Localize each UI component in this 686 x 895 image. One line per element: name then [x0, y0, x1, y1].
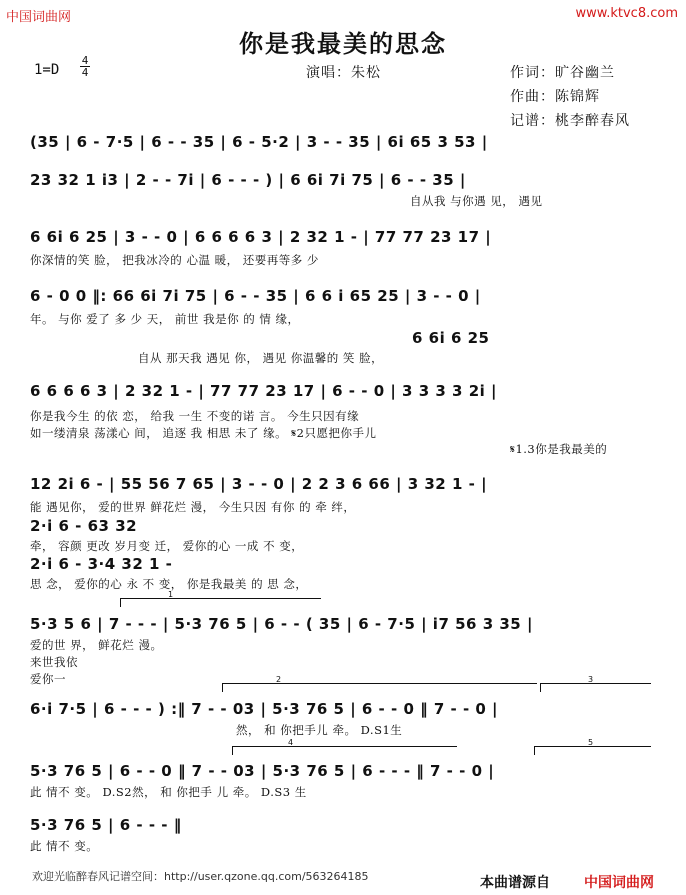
lyric-row-6-alt1: 牵， 容颜 更改 岁月变 迁， 爱你的心 一成 不 变， — [30, 539, 304, 553]
volta-bracket-3 — [540, 683, 651, 692]
footer-source: 本曲谱源自 — [480, 875, 550, 891]
time-signature — [80, 55, 90, 78]
volta-label-3: 3 — [588, 675, 594, 684]
score-row-10: 5·3 76 5 | 6 - - - ‖ — [30, 816, 182, 834]
score-row-4-alt: 6 6i 6 25 — [412, 329, 490, 347]
time-sig-bottom: 4 — [81, 66, 89, 79]
score-row-4: 6 - 0 0 ‖: 66 6i 7i 75 | 6 - - 35 | 6 6 i 65 25 | 3 - - 0 | — [30, 287, 481, 305]
volta-bracket-1 — [120, 598, 321, 607]
alt1-a: 2·i 6 - 63 32 — [30, 517, 138, 535]
time-sig-top: 4 — [81, 54, 89, 67]
composer-credit: 作曲：陈锦辉 — [510, 89, 600, 105]
score-row-6-alt2: 2·i 6 - 3·4 32 1 - — [30, 555, 173, 573]
lyric-row-7: 爱的世 界， 鲜花烂 漫。 — [30, 638, 163, 652]
lyric-row-5-verse1: 你是我今生 的依 恋， 给我 一生 不变的诺 言。 今生只因有缘 — [30, 409, 360, 423]
score-row-3: 6 6i 6 25 | 3 - - 0 | 6 6 6 6 3 | 2 32 1 - | 77 77 23 17 | — [30, 228, 492, 246]
score-row-6-alt1 — [30, 517, 137, 535]
score-row-2: 23 32 1 i3 | 2 - - 7i | 6 - - - ) | 6 6i 7i 75 | 6 - - 35 | — [30, 171, 466, 189]
score-row-5: 6 6 6 6 3 | 2 32 1 - | 77 77 23 17 | 6 - - 0 | 3 3 3 3 2i | — [30, 382, 497, 400]
lyric-row-5-segno: 𝄋1.3你是我最美的 — [510, 442, 608, 456]
lyric-row-6: 能 遇见你， 爱的世界 鲜花烂 漫， 今生只因 有你 的 牵 绊， — [30, 500, 356, 514]
lyric-row-6-alt2: 思 念， 爱你的心 永 不 变， 你是我最美 的 思 念， — [30, 577, 308, 591]
lyric-row-8: 然， 和 你把手儿 牵。 D.S1生 — [236, 723, 403, 737]
volta-label-4: 4 — [288, 738, 294, 747]
lyric-row-3: 你深情的笑 脸， 把我冰冷的 心温 暖， 还要再等多 少 — [30, 253, 319, 267]
volta-bracket-5 — [534, 746, 651, 755]
volta-label-5: 5 — [588, 738, 594, 747]
lyric-row-10: 此 情不 变。 — [30, 839, 99, 853]
lyric-row-4: 年。 与你 爱了 多 少 天， 前世 我是你 的 情 缘， — [30, 312, 300, 326]
song-title: 你是我最美的思念 — [239, 29, 447, 58]
lyric-row-7-v2: 来世我依 — [30, 655, 78, 669]
volta-bracket-2 — [222, 683, 537, 692]
lyric-row-5-verse2: 如一缕清泉 荡漾心 间， 追逐 我 相思 未了 缘。 𝄋2只愿把你手儿 — [30, 426, 377, 440]
singer-credit: 演唱：朱松 — [306, 65, 381, 81]
transcriber-credit: 记谱：桃李醉春风 — [510, 113, 630, 129]
lyric-row-9: 此 情不 变。 D.S2然， 和 你把手 儿 牵。 D.S3 生 — [30, 785, 307, 799]
volta-label-2: 2 — [276, 675, 282, 684]
volta-label-1: 1 — [168, 590, 174, 599]
lyric-row-2: 自从我 与你遇 见， 遇见 — [410, 194, 543, 208]
volta-bracket-4 — [232, 746, 457, 755]
score-row-1: (35 | 6 - 7·5 | 6 - - 35 | 6 - 5·2 | 3 - - 35 | 6i 65 3 53 | — [30, 133, 488, 151]
footer-credit: 欢迎光临醉春风记谱空间：http://user.qzone.qq.com/563264185 — [32, 870, 369, 883]
key-signature: 1=D — [34, 62, 60, 78]
score-row-7: 5·3 5 6 | 7 - - - | 5·3 76 5 | 6 - - ( 35 | 6 - 7·5 | i7 56 3 35 | — [30, 615, 533, 633]
score-row-8: 6·i 7·5 | 6 - - - ) :‖ 7 - - 03 | 5·3 76 5 | 6 - - 0 ‖ 7 - - 0 | — [30, 700, 499, 718]
watermark-top-right: www.ktvc8.com — [575, 6, 678, 21]
watermark-top-left: 中国词曲网 — [6, 10, 72, 25]
lyric-row-7-v3: 爱你一 — [30, 672, 66, 686]
score-row-9: 5·3 76 5 | 6 - - 0 ‖ 7 - - 03 | 5·3 76 5 | 6 - - - ‖ 7 - - 0 | — [30, 762, 495, 780]
watermark-bottom-right: 中国词曲网 — [584, 875, 654, 891]
lyricist-credit: 作词：旷谷幽兰 — [510, 65, 615, 81]
score-row-6: 12 2i 6 - | 55 56 7 65 | 3 - - 0 | 2 2 3 6 66 | 3 32 1 - | — [30, 475, 488, 493]
lyric-row-4-alt: 自从 那天我 遇见 你， 遇见 你温馨的 笑 脸， — [138, 351, 384, 365]
